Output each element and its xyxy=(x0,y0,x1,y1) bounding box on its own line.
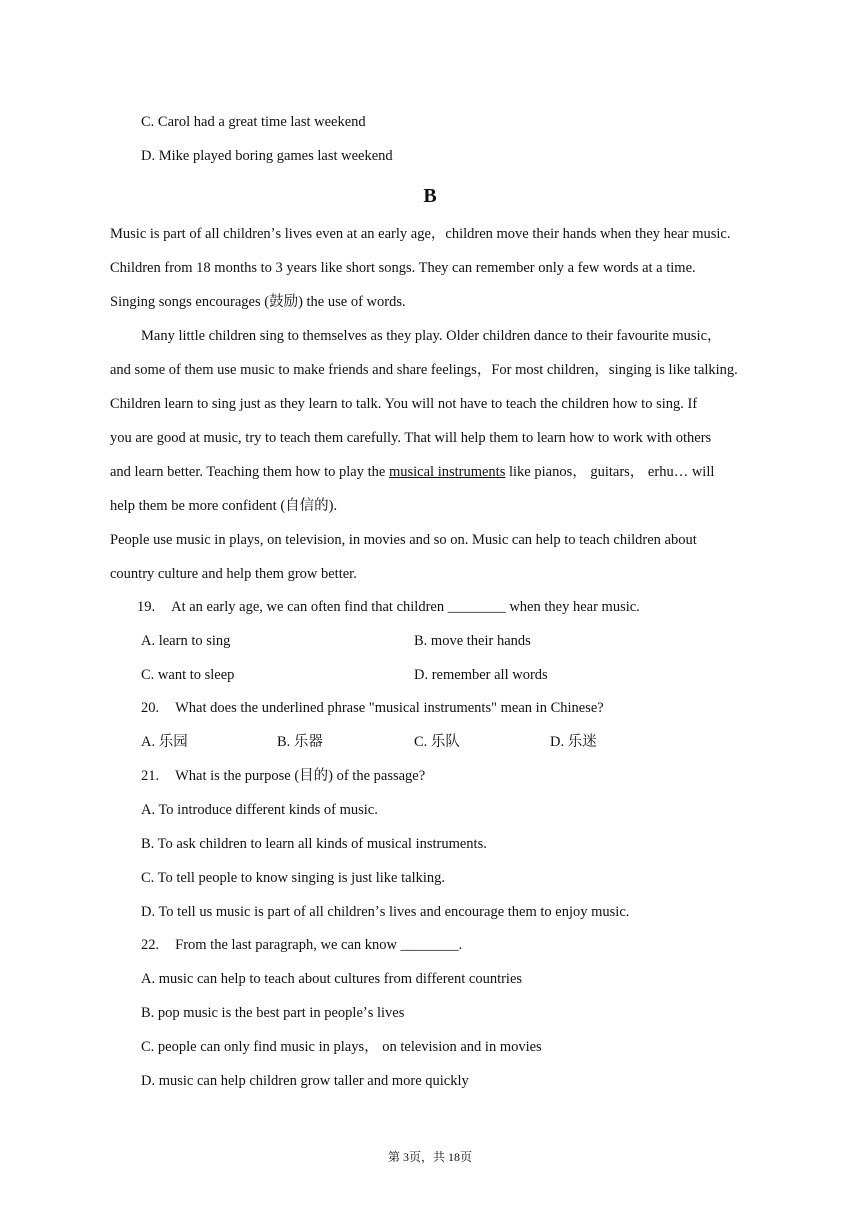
question-number: 22. xyxy=(141,937,160,953)
passage-line: Music is part of all childrenʼs lives even at an early age，children move their hands when they hear music. xyxy=(110,226,731,242)
passage-line: Singing songs encourages (鼓励) the use of words. xyxy=(110,294,406,310)
passage-line xyxy=(110,462,714,482)
question-number: 21. xyxy=(141,768,160,784)
passage-text: and learn better. Teaching them how to play the xyxy=(110,464,389,480)
passage-line: help them be more confident (自信的). xyxy=(110,498,338,514)
passage-line: you are good at music, try to teach them carefully. That will help them to learn how to work with others xyxy=(110,430,712,446)
question-number: 19. xyxy=(137,599,156,615)
question-22 xyxy=(141,935,462,955)
passage-line: People use music in plays, on television, in movies and so on. Music can help to teach children about xyxy=(110,532,697,548)
question-number: 20. xyxy=(141,700,160,716)
option-b: B. 乐器 xyxy=(277,734,323,750)
option-a: A. 乐园 xyxy=(141,734,188,750)
question-20 xyxy=(141,698,604,718)
option-c: C. people can only find music in plays， on television and in movies xyxy=(141,1039,542,1055)
passage-line: Children learn to sing just as they learn to talk. You will not have to teach the children how to sing. If xyxy=(110,396,698,412)
option-d-prev: D. Mike played boring games last weekend xyxy=(141,148,393,164)
passage-text: like pianos， guitars， erhu… will xyxy=(505,464,715,480)
passage-line: Children from 18 months to 3 years like short songs. They can remember only a few words at a time. xyxy=(110,260,696,276)
passage-line: Many little children sing to themselves as they play. Older children dance to their favourite music， xyxy=(141,328,722,344)
passage-line: country culture and help them grow better. xyxy=(110,566,357,582)
option-c: C. 乐队 xyxy=(414,734,460,750)
option-d: D. To tell us music is part of all childrenʼs lives and encourage them to enjoy music. xyxy=(141,904,630,920)
option-c-prev: C. Carol had a great time last weekend xyxy=(141,114,366,130)
underlined-phrase: musical instruments xyxy=(388,464,506,480)
option-b: B. To ask children to learn all kinds of musical instruments. xyxy=(141,836,487,852)
option-b: B. move their hands xyxy=(414,633,531,649)
option-d: D. music can help children grow taller and more quickly xyxy=(141,1073,469,1089)
passage-line: and some of them use music to make friends and share feelings，For most children，singing is like talking. xyxy=(110,362,738,378)
question-text: What does the underlined phrase "musical instruments" mean in Chinese? xyxy=(175,700,604,716)
option-a: A. learn to sing xyxy=(141,633,231,649)
option-c: C. To tell people to know singing is just like talking. xyxy=(141,870,446,886)
option-a: A. To introduce different kinds of music. xyxy=(141,802,378,818)
question-text: From the last paragraph, we can know ________. xyxy=(175,937,463,953)
option-b: B. pop music is the best part in peopleʼs lives xyxy=(141,1005,405,1021)
option-d: D. remember all words xyxy=(414,667,548,683)
option-c: C. want to sleep xyxy=(141,667,235,683)
question-19 xyxy=(137,597,640,617)
question-21 xyxy=(141,766,425,786)
question-text: What is the purpose (目的) of the passage? xyxy=(175,768,426,784)
option-a: A. music can help to teach about cultures from different countries xyxy=(141,971,523,987)
question-text: At an early age, we can often find that children ________ when they hear music. xyxy=(171,599,640,615)
option-d: D. 乐迷 xyxy=(550,734,597,750)
page-footer: 第 3页，共 18页 xyxy=(387,1150,472,1164)
section-title: B xyxy=(423,185,437,207)
